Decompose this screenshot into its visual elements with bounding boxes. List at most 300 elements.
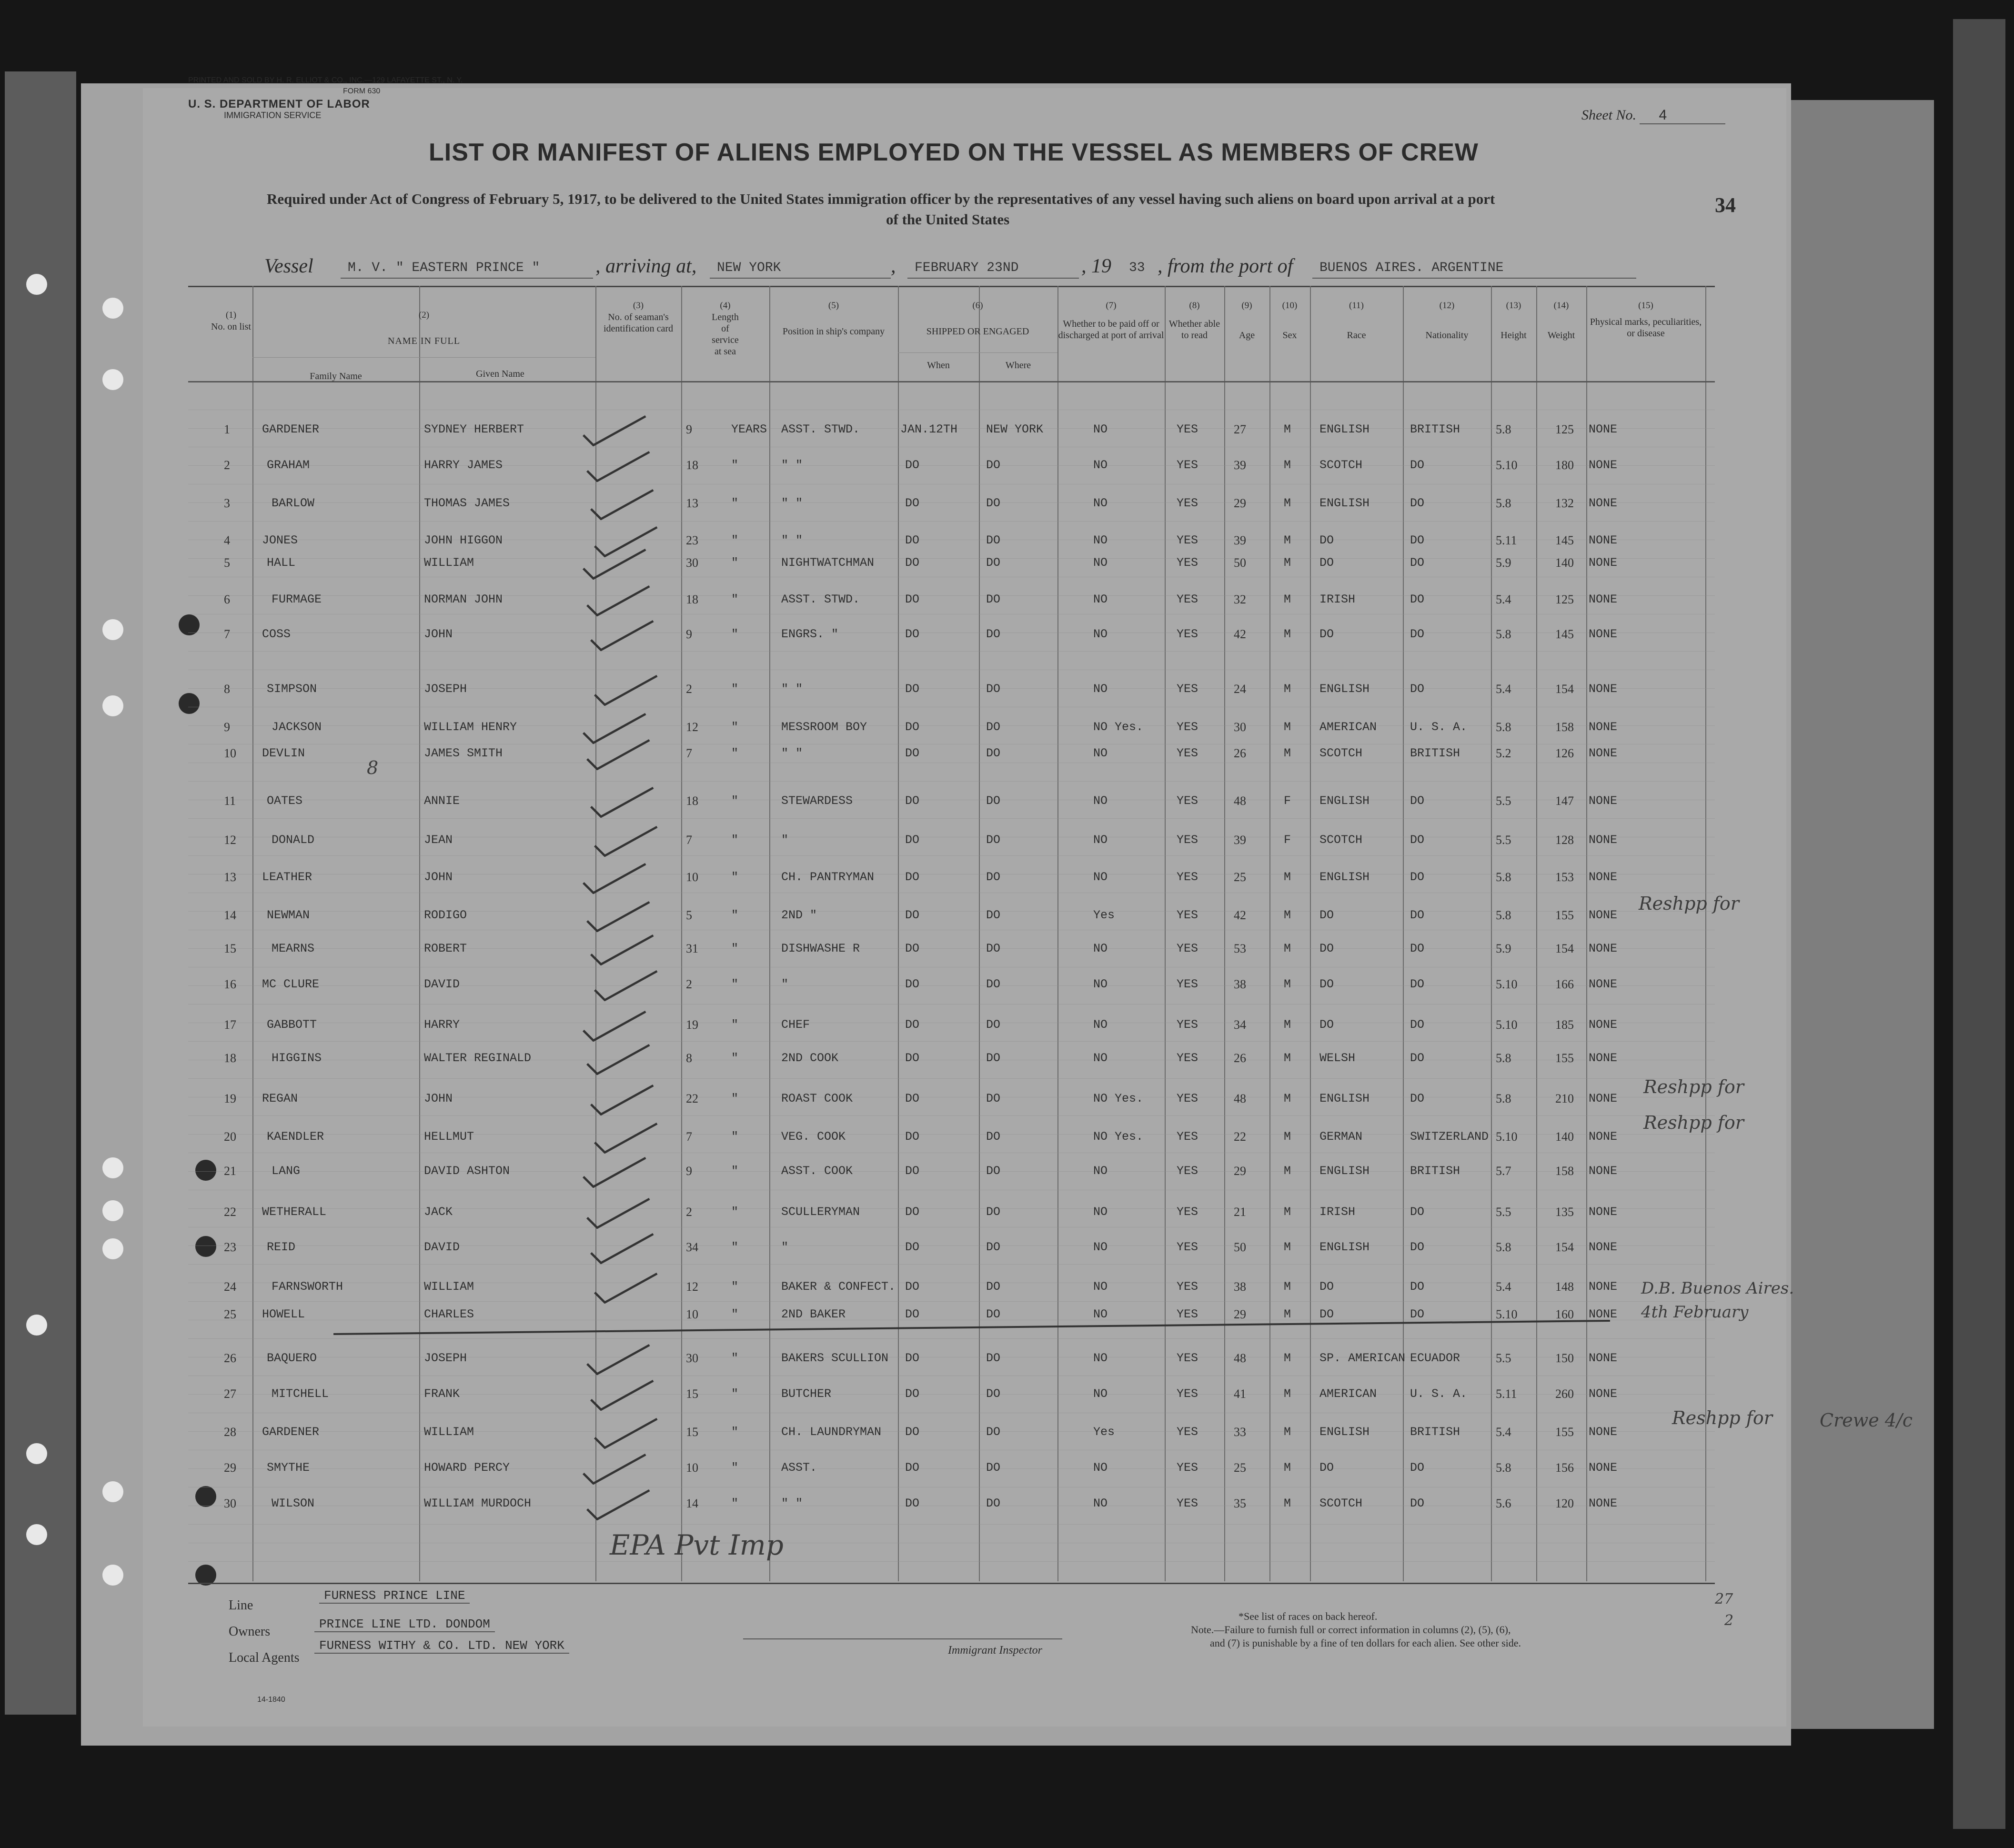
- weight: 140: [1555, 556, 1574, 570]
- sex: M: [1284, 908, 1291, 922]
- height: 5.7: [1496, 1164, 1511, 1178]
- able-to-read: YES: [1177, 1092, 1198, 1105]
- table-column-rule: [979, 286, 980, 1581]
- given-name: WILLIAM: [424, 1425, 474, 1439]
- given-name: WALTER REGINALD: [424, 1051, 532, 1065]
- row-number: 27: [224, 1387, 236, 1401]
- sex: M: [1284, 720, 1291, 734]
- height: 5.6: [1496, 1496, 1511, 1510]
- family-name: WILSON: [272, 1496, 315, 1510]
- col-1-number: (1): [225, 310, 237, 320]
- header-sub-rule: [898, 352, 1057, 353]
- age: 21: [1234, 1205, 1246, 1219]
- physical-marks: NONE: [1589, 627, 1618, 641]
- position: ": [781, 1240, 789, 1254]
- height: 5.8: [1496, 627, 1511, 641]
- row-number: 6: [224, 593, 230, 606]
- paid-off: Yes: [1093, 1425, 1115, 1439]
- service-unit: ": [731, 627, 739, 641]
- local-agents-value: FURNESS WITHY & CO. LTD. NEW YORK: [314, 1638, 569, 1654]
- check-mark-icon: [585, 1342, 652, 1375]
- col-12-header: [1403, 300, 1491, 341]
- nationality: DO: [1410, 1092, 1425, 1105]
- nationality: DO: [1410, 1205, 1425, 1219]
- weight: 180: [1555, 458, 1574, 472]
- weight: 148: [1555, 1280, 1574, 1294]
- given-name: HARRY JAMES: [424, 458, 503, 472]
- weight: 155: [1555, 1051, 1574, 1065]
- height: 5.8: [1496, 908, 1511, 922]
- height: 5.8: [1496, 422, 1511, 436]
- given-name: THOMAS JAMES: [424, 496, 510, 510]
- given-name: WILLIAM: [424, 1280, 474, 1294]
- table-ruled-line: [188, 1394, 1715, 1395]
- height: 5.4: [1496, 682, 1511, 696]
- service-unit: ": [731, 533, 739, 547]
- family-name: DONALD: [272, 833, 315, 847]
- paid-off: NO: [1093, 1051, 1108, 1065]
- service-unit: ": [731, 908, 739, 922]
- race: DO: [1319, 942, 1334, 955]
- col-15-label: Physical marks, peculiarities, or disease: [1590, 317, 1702, 339]
- service-length: 2: [686, 977, 692, 991]
- check-mark-icon: [581, 861, 648, 894]
- check-mark-icon: [585, 899, 652, 932]
- row-number: 26: [224, 1351, 236, 1365]
- age: 39: [1234, 458, 1246, 472]
- sex: M: [1284, 1280, 1291, 1294]
- table-ruled-line: [188, 465, 1715, 466]
- check-mark-icon: [585, 1195, 652, 1229]
- col-14-label: Weight: [1547, 330, 1575, 341]
- weight: 140: [1555, 1130, 1574, 1144]
- row-number: 17: [224, 1018, 236, 1032]
- nationality: DO: [1410, 533, 1425, 547]
- note-races: *See list of races on back hereof.: [1239, 1610, 1378, 1622]
- col-13-header: [1491, 300, 1536, 341]
- check-mark-icon: [589, 1377, 655, 1411]
- row-number: 3: [224, 496, 230, 510]
- table-ruled-line: [188, 521, 1715, 522]
- race: DO: [1319, 556, 1334, 570]
- service-unit: ": [731, 1205, 739, 1219]
- table-ruled-line: [188, 911, 1715, 912]
- family-name: GARDENER: [262, 422, 320, 436]
- row-number: 23: [224, 1240, 236, 1254]
- given-name: JOHN: [424, 870, 453, 884]
- col-8-header: [1165, 300, 1224, 341]
- table-column-rule: [1224, 286, 1225, 1581]
- sex: M: [1284, 1130, 1291, 1144]
- row-number: 9: [224, 720, 230, 734]
- race: DO: [1319, 1461, 1334, 1475]
- sex: M: [1284, 533, 1291, 547]
- row-number: 24: [224, 1280, 236, 1294]
- physical-marks: NONE: [1589, 794, 1618, 808]
- paid-off: NO: [1093, 682, 1108, 696]
- paid-off: NO: [1093, 1461, 1108, 1475]
- table-column-rule: [681, 286, 682, 1581]
- shipped-when: DO: [905, 1130, 920, 1144]
- paid-off: NO: [1093, 870, 1108, 884]
- table-ruled-line: [188, 1431, 1715, 1432]
- service-unit: ": [731, 1130, 739, 1144]
- table-column-rule: [898, 286, 899, 1581]
- col-5-number: (5): [828, 301, 839, 311]
- position: ": [781, 977, 789, 991]
- check-mark-icon: [593, 968, 659, 1001]
- col-8-number: (8): [1189, 301, 1200, 311]
- physical-marks: NONE: [1589, 1425, 1618, 1439]
- given-name: JOHN: [424, 627, 453, 641]
- given-name: CHARLES: [424, 1307, 474, 1321]
- family-name: SIMPSON: [267, 682, 317, 696]
- left-backing-strip: [5, 71, 76, 1715]
- row-number: 18: [224, 1051, 236, 1065]
- table-ruled-line: [188, 1171, 1715, 1172]
- shipped-when: DO: [905, 1164, 920, 1178]
- row-number: 12: [224, 833, 236, 847]
- shipped-where: DO: [986, 593, 1001, 606]
- punch-hole: [102, 1565, 123, 1586]
- family-name: HOWELL: [262, 1307, 305, 1321]
- col-4-number: (4): [720, 301, 731, 311]
- height: 5.10: [1496, 458, 1518, 472]
- shipped-when: DO: [905, 1205, 920, 1219]
- physical-marks: NONE: [1589, 1164, 1618, 1178]
- note-penalty-1: Note.—Failure to furnish full or correct information in columns (2), (5), (6),: [1191, 1624, 1511, 1636]
- height: 5.11: [1496, 533, 1517, 547]
- physical-marks: NONE: [1589, 496, 1618, 510]
- col-14-header: [1536, 300, 1586, 341]
- paid-off: NO: [1093, 1164, 1108, 1178]
- weight: 147: [1555, 794, 1574, 808]
- shipped-when: DO: [905, 1018, 920, 1032]
- punch-hole: [26, 1443, 47, 1464]
- age: 29: [1234, 1164, 1246, 1178]
- race: AMERICAN: [1319, 720, 1377, 734]
- table-ruled-line: [188, 1301, 1715, 1302]
- row-number: 22: [224, 1205, 236, 1219]
- nationality: DO: [1410, 1280, 1425, 1294]
- arrival-date-underline: [907, 278, 1079, 279]
- punch-hole: [102, 369, 123, 390]
- physical-marks: NONE: [1589, 1496, 1618, 1510]
- family-name: HALL: [267, 556, 296, 570]
- given-name: SYDNEY HERBERT: [424, 422, 524, 436]
- shipped-where: DO: [986, 1461, 1001, 1475]
- service-length: 8: [686, 1051, 692, 1065]
- col-15-header: [1586, 300, 1705, 339]
- position: ENGRS. ": [781, 627, 839, 641]
- able-to-read: YES: [1177, 422, 1198, 436]
- table-column-rule: [1269, 286, 1270, 1581]
- age: 27: [1234, 422, 1246, 436]
- service-length: 7: [686, 1130, 692, 1144]
- physical-marks: NONE: [1589, 1351, 1618, 1365]
- given-name: JOSEPH: [424, 1351, 467, 1365]
- position: BUTCHER: [781, 1387, 832, 1401]
- able-to-read: YES: [1177, 870, 1198, 884]
- physical-marks: NONE: [1589, 1130, 1618, 1144]
- given-name: JOHN HIGGON: [424, 533, 503, 547]
- row-number: 19: [224, 1092, 236, 1105]
- vessel-name: M. V. " EASTERN PRINCE ": [348, 261, 540, 275]
- race: ENGLISH: [1319, 682, 1370, 696]
- shipped-when: DO: [905, 1280, 920, 1294]
- service-length: 9: [686, 422, 692, 436]
- race: ENGLISH: [1319, 496, 1370, 510]
- race: ENGLISH: [1319, 1425, 1370, 1439]
- race: ENGLISH: [1319, 1092, 1370, 1105]
- service-unit: ": [731, 1461, 739, 1475]
- punch-hole: [102, 1238, 123, 1259]
- physical-marks: NONE: [1589, 682, 1618, 696]
- family-name: GARDENER: [262, 1425, 320, 1439]
- annotation-footer-1: 27: [1715, 1591, 1733, 1607]
- height: 5.4: [1496, 1280, 1511, 1294]
- check-mark-icon: [585, 449, 652, 482]
- service-unit: YEARS: [731, 422, 767, 436]
- col-11-header: [1310, 300, 1403, 341]
- shipped-when: JAN.12TH: [900, 422, 958, 436]
- col-3-header: [595, 300, 681, 334]
- position: VEG. COOK: [781, 1130, 846, 1144]
- sex: M: [1284, 458, 1291, 472]
- row-number: 16: [224, 977, 236, 991]
- service-unit: ": [731, 458, 739, 472]
- weight: 154: [1555, 682, 1574, 696]
- race: ENGLISH: [1319, 422, 1370, 436]
- col-12-number: (12): [1439, 301, 1455, 311]
- given-name: JEAN: [424, 833, 453, 847]
- col-15-number: (15): [1638, 301, 1653, 311]
- age: 42: [1234, 627, 1246, 641]
- able-to-read: YES: [1177, 977, 1198, 991]
- race: IRISH: [1319, 593, 1356, 606]
- row-number: 14: [224, 908, 236, 922]
- able-to-read: YES: [1177, 1280, 1198, 1294]
- col-9-label: Age: [1239, 330, 1255, 341]
- position: ASST. STWD.: [781, 422, 860, 436]
- able-to-read: YES: [1177, 1351, 1198, 1365]
- shipped-when: DO: [905, 833, 920, 847]
- service-length: 30: [686, 556, 698, 570]
- shipped-where: DO: [986, 1387, 1001, 1401]
- shipped-where: DO: [986, 682, 1001, 696]
- row-number: 10: [224, 746, 236, 760]
- physical-marks: NONE: [1589, 1240, 1618, 1254]
- nationality: ECUADOR: [1410, 1351, 1460, 1365]
- sex: M: [1284, 1351, 1291, 1365]
- row-number: 15: [224, 942, 236, 955]
- physical-marks: NONE: [1589, 533, 1618, 547]
- check-mark-icon: [581, 413, 648, 446]
- table-ruled-line: [188, 985, 1715, 986]
- weight: 132: [1555, 496, 1574, 510]
- shipped-where: DO: [986, 1164, 1001, 1178]
- service-unit: ": [731, 1496, 739, 1510]
- weight: 154: [1555, 1240, 1574, 1254]
- where-header: Where: [1005, 360, 1031, 371]
- physical-marks: NONE: [1589, 720, 1618, 734]
- family-name: LEATHER: [262, 870, 312, 884]
- nationality: BRITISH: [1410, 746, 1460, 760]
- position: " ": [781, 682, 803, 696]
- family-name: MEARNS: [272, 942, 315, 955]
- position: 2ND BAKER: [781, 1307, 846, 1321]
- table-ruled-line: [188, 855, 1715, 856]
- sex: M: [1284, 496, 1291, 510]
- row-number: 8: [224, 682, 230, 696]
- printer-imprint: PRINTED AND SOLD BY H. R. ELLIOT & CO., INC.—129 LAFAYETTE ST., N. Y.: [188, 76, 463, 84]
- port-label: , from the port of: [1158, 255, 1293, 277]
- age: 26: [1234, 746, 1246, 760]
- able-to-read: YES: [1177, 1387, 1198, 1401]
- paid-off: NO: [1093, 1240, 1108, 1254]
- physical-marks: NONE: [1589, 1280, 1618, 1294]
- nationality: DO: [1410, 1051, 1425, 1065]
- given-name: RODIGO: [424, 908, 467, 922]
- service-length: 22: [686, 1092, 698, 1105]
- position: BAKER & CONFECT.: [781, 1280, 896, 1294]
- height: 5.9: [1496, 556, 1511, 570]
- age: 35: [1234, 1496, 1246, 1510]
- page-number: 34: [1715, 193, 1736, 217]
- nationality: DO: [1410, 627, 1425, 641]
- position: 2ND COOK: [781, 1051, 839, 1065]
- height: 5.11: [1496, 1387, 1517, 1401]
- service-length: 34: [686, 1240, 698, 1254]
- able-to-read: YES: [1177, 1051, 1198, 1065]
- race: DO: [1319, 533, 1334, 547]
- col-11-number: (11): [1349, 301, 1364, 311]
- race: DO: [1319, 1280, 1334, 1294]
- check-mark-icon: [581, 546, 648, 580]
- shipped-where: DO: [986, 720, 1001, 734]
- when-header: When: [927, 360, 950, 371]
- row-number: 13: [224, 870, 236, 884]
- shipped-when: DO: [905, 556, 920, 570]
- col-4-label: Length of service at sea: [712, 312, 739, 357]
- weight: 125: [1555, 593, 1574, 606]
- row-number: 1: [224, 422, 230, 436]
- able-to-read: YES: [1177, 593, 1198, 606]
- age: 50: [1234, 556, 1246, 570]
- table-column-rule: [1586, 286, 1587, 1581]
- table-ruled-line: [188, 1524, 1715, 1525]
- given-name: JOHN: [424, 1092, 453, 1105]
- family-name: GABBOTT: [267, 1018, 317, 1032]
- punch-hole: [26, 1524, 47, 1545]
- physical-marks: NONE: [1589, 593, 1618, 606]
- nationality: DO: [1410, 794, 1425, 808]
- owners-label: Owners: [229, 1624, 271, 1639]
- paid-off: NO: [1093, 1280, 1108, 1294]
- race: DO: [1319, 627, 1334, 641]
- punch-hole: [26, 274, 47, 295]
- col-2-label: NAME IN FULL: [388, 336, 460, 346]
- sex: M: [1284, 977, 1291, 991]
- check-mark-icon: [585, 737, 652, 770]
- family-name: BAQUERO: [267, 1351, 317, 1365]
- check-mark-icon: [589, 487, 655, 520]
- annotation-row-28-right: Crewe 4/c: [1820, 1410, 1913, 1431]
- sex: M: [1284, 1018, 1291, 1032]
- shipped-when: DO: [905, 1387, 920, 1401]
- shipped-where: DO: [986, 1092, 1001, 1105]
- nationality: DO: [1410, 977, 1425, 991]
- able-to-read: YES: [1177, 1461, 1198, 1475]
- family-name: JACKSON: [272, 720, 322, 734]
- physical-marks: NONE: [1589, 942, 1618, 955]
- service-unit: ": [731, 1092, 739, 1105]
- shipped-where: DO: [986, 942, 1001, 955]
- nationality: DO: [1410, 942, 1425, 955]
- age: 48: [1234, 794, 1246, 808]
- family-name: SMYTHE: [267, 1461, 310, 1475]
- nationality: DO: [1410, 1461, 1425, 1475]
- col-9-header: [1224, 300, 1269, 341]
- height: 5.8: [1496, 1051, 1511, 1065]
- race: IRISH: [1319, 1205, 1356, 1219]
- given-name: ROBERT: [424, 942, 467, 955]
- arrival-port-underline: [710, 278, 891, 279]
- nationality: DO: [1410, 1240, 1425, 1254]
- sex: M: [1284, 1164, 1291, 1178]
- check-mark-icon: [589, 932, 655, 965]
- col-6-header: [898, 300, 1057, 337]
- shipped-when: DO: [905, 870, 920, 884]
- col-7-label: Whether to be paid off or discharged at port of arrival: [1058, 319, 1164, 341]
- arrival-year: 33: [1129, 261, 1145, 275]
- given-name: DAVID: [424, 1240, 460, 1254]
- shipped-when: DO: [905, 1461, 920, 1475]
- position: " ": [781, 458, 803, 472]
- family-name: GRAHAM: [267, 458, 310, 472]
- shipped-when: DO: [905, 1425, 920, 1439]
- able-to-read: YES: [1177, 458, 1198, 472]
- family-name: LANG: [272, 1164, 301, 1178]
- table-ruled-line: [188, 948, 1715, 949]
- family-name: KAENDLER: [267, 1130, 324, 1144]
- height: 5.5: [1496, 794, 1511, 808]
- service-length: 9: [686, 1164, 692, 1178]
- physical-marks: NONE: [1589, 1051, 1618, 1065]
- service-length: 7: [686, 746, 692, 760]
- weight: 158: [1555, 1164, 1574, 1178]
- nationality: BRITISH: [1410, 422, 1460, 436]
- able-to-read: YES: [1177, 833, 1198, 847]
- check-mark-icon: [589, 1082, 655, 1115]
- crew-table: [188, 286, 1715, 1584]
- able-to-read: YES: [1177, 556, 1198, 570]
- service-length: 12: [686, 720, 698, 734]
- height: 5.2: [1496, 746, 1511, 760]
- service-length: 13: [686, 496, 698, 510]
- table-ruled-line: [188, 1041, 1715, 1042]
- service-length: 30: [686, 1351, 698, 1365]
- position: SCULLERYMAN: [781, 1205, 860, 1219]
- col-9-number: (9): [1241, 301, 1252, 311]
- given-name: HARRY: [424, 1018, 460, 1032]
- weight: 153: [1555, 870, 1574, 884]
- paid-off: NO: [1093, 746, 1108, 760]
- service-unit: ": [731, 1351, 739, 1365]
- col-1-header: [210, 310, 252, 332]
- sex: M: [1284, 1051, 1291, 1065]
- age: 25: [1234, 870, 1246, 884]
